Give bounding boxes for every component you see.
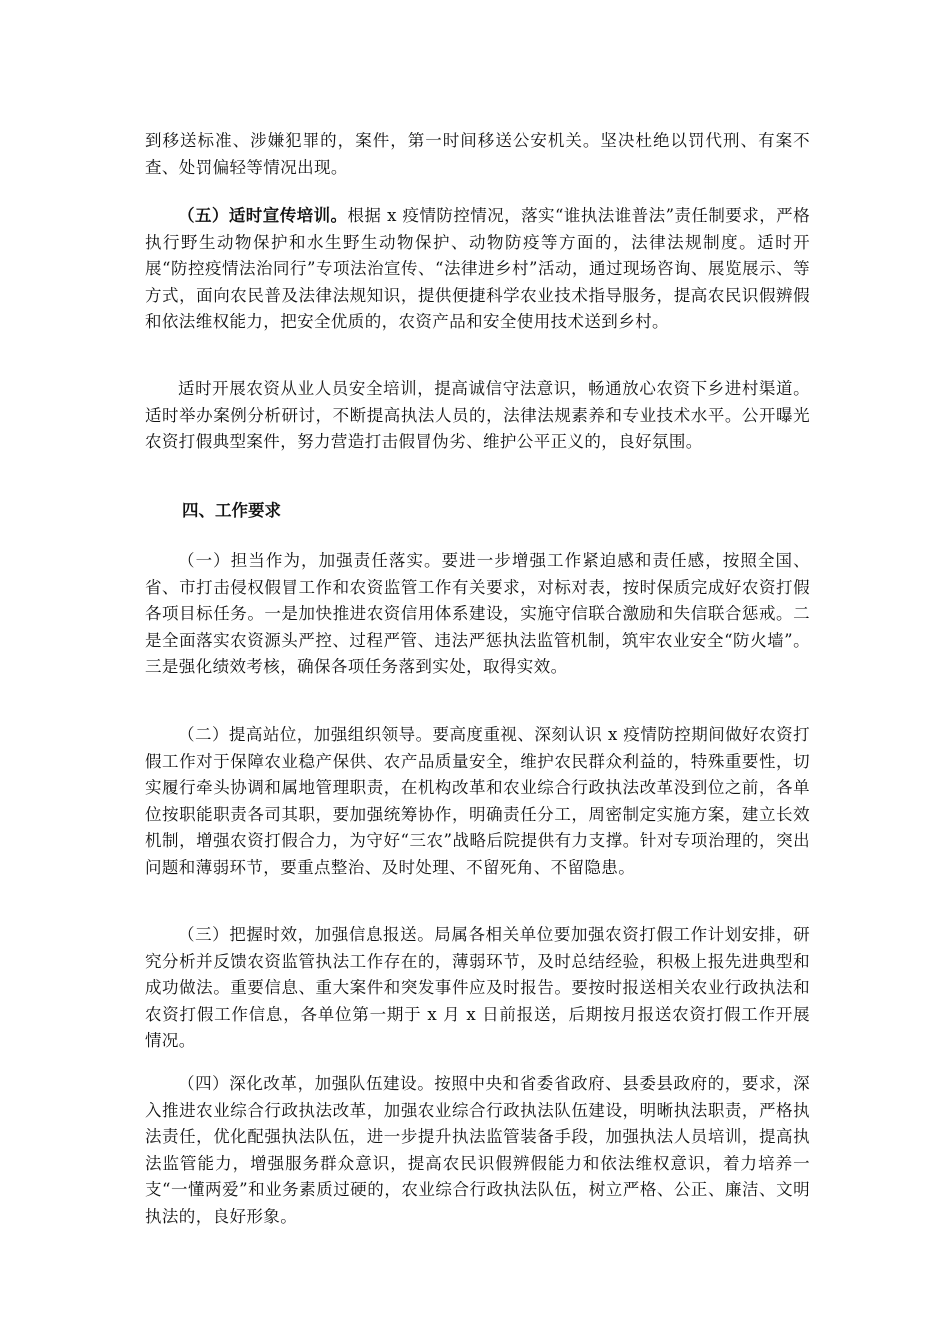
paragraph-publicity-training xyxy=(145,203,810,336)
paragraph-publicity-training-body: 根据 x 疫情防控情况，落实“谁执法谁普法”责任制要求，严格执行野生动物保护和水生野生动物保护、动物防疫等方面的，法律法规制度。适时开展“防控疫情法治同行”专项法治宣传、“法律进乡村”活动，通过现场咨询、展览展示、等方式，面向农民普及法律法规知识，提供便捷科学农业技术指导服务，提高农民识假辨假和依法维权能力，把安全优质的，农资产品和安全使用技术送到乡村。 xyxy=(145,206,810,331)
paragraph-responsibility: （一）担当作为，加强责任落实。要进一步增强工作紧迫感和责任感，按照全国、省、市打击侵权假冒工作和农资监管工作有关要求，对标对表，按时保质完成好农资打假各项目标任务。一是加快推进农资信用体系建设，实施守信联合激励和失信联合惩戒。二是全面落实农资源头严控、过程严管、违法严惩执法监管机制，筑牢农业安全“防火墙”。三是强化绩效考核，确保各项任务落到实处，取得实效。 xyxy=(145,551,810,676)
paragraph-team-building: （四）深化改革，加强队伍建设。按照中央和省委省政府、县委县政府的，要求，深入推进农业综合行政执法改革，加强农业综合行政执法队伍建设，明晰执法职责，严格执法责任，优化配强执法队伍，进一步提升执法监管装备手段，加强执法人员培训，提高执法监管能力，增强服务群众意识，提高农民识假辨假能力和依法维权意识，着力培养一支“一懂两爱”和业务素质过硬的，农业综合行政执法队伍，树立严格、公正、廉洁、文明执法的，良好形象。 xyxy=(145,1074,810,1226)
paragraph-organization: （二）提高站位，加强组织领导。要高度重视、深刻认识 x 疫情防控期间做好农资打假工作对于保障农业稳产保供、农产品质量安全，维护农民群众利益的，特殊重要性，切实履行牵头协调和属地管理职责，在机构改革和农业综合行政执法改革没到位之前，各单位按职能职责各司其职，要加强统筹协作，明确责任分工，周密制定实施方案，建立长效机制，增强农资打假合力，为守好“三农”战略后院提供有力支撑。针对专项治理的，突出问题和薄弱环节，要重点整治、及时处理、不留死角、不留隐患。 xyxy=(145,725,810,877)
paragraph-information-reporting: （三）把握时效，加强信息报送。局属各相关单位要加强农资打假工作计划安排，研究分析并反馈农资监管执法工作存在的，薄弱环节，及时总结经验，积极上报先进典型和成功做法。重要信息、重大案件和突发事件应及时报告。要按时报送相关农业行政执法和农资打假工作信息，各单位第一期于 x 月 x 日前报送，后期按月报送农资打假工作开展情况。 xyxy=(145,925,810,1050)
paragraph-case-transfer: 到移送标准、涉嫌犯罪的，案件，第一时间移送公安机关。坚决杜绝以罚代刑、有案不查、处罚偏轻等情况出现。 xyxy=(145,131,810,177)
paragraph-safety-training: 适时开展农资从业人员安全培训，提高诚信守法意识，畅通放心农资下乡进村渠道。适时举办案例分析研讨，不断提高执法人员的，法律法规素养和专业技术水平。公开曝光农资打假典型案件，努力营造打击假冒伪劣、维护公平正义的，良好氛围。 xyxy=(145,379,810,451)
section-heading-work-requirements: 四、工作要求 xyxy=(182,501,281,520)
section-lead-publicity-training: （五）适时宣传培训。 xyxy=(178,206,348,225)
